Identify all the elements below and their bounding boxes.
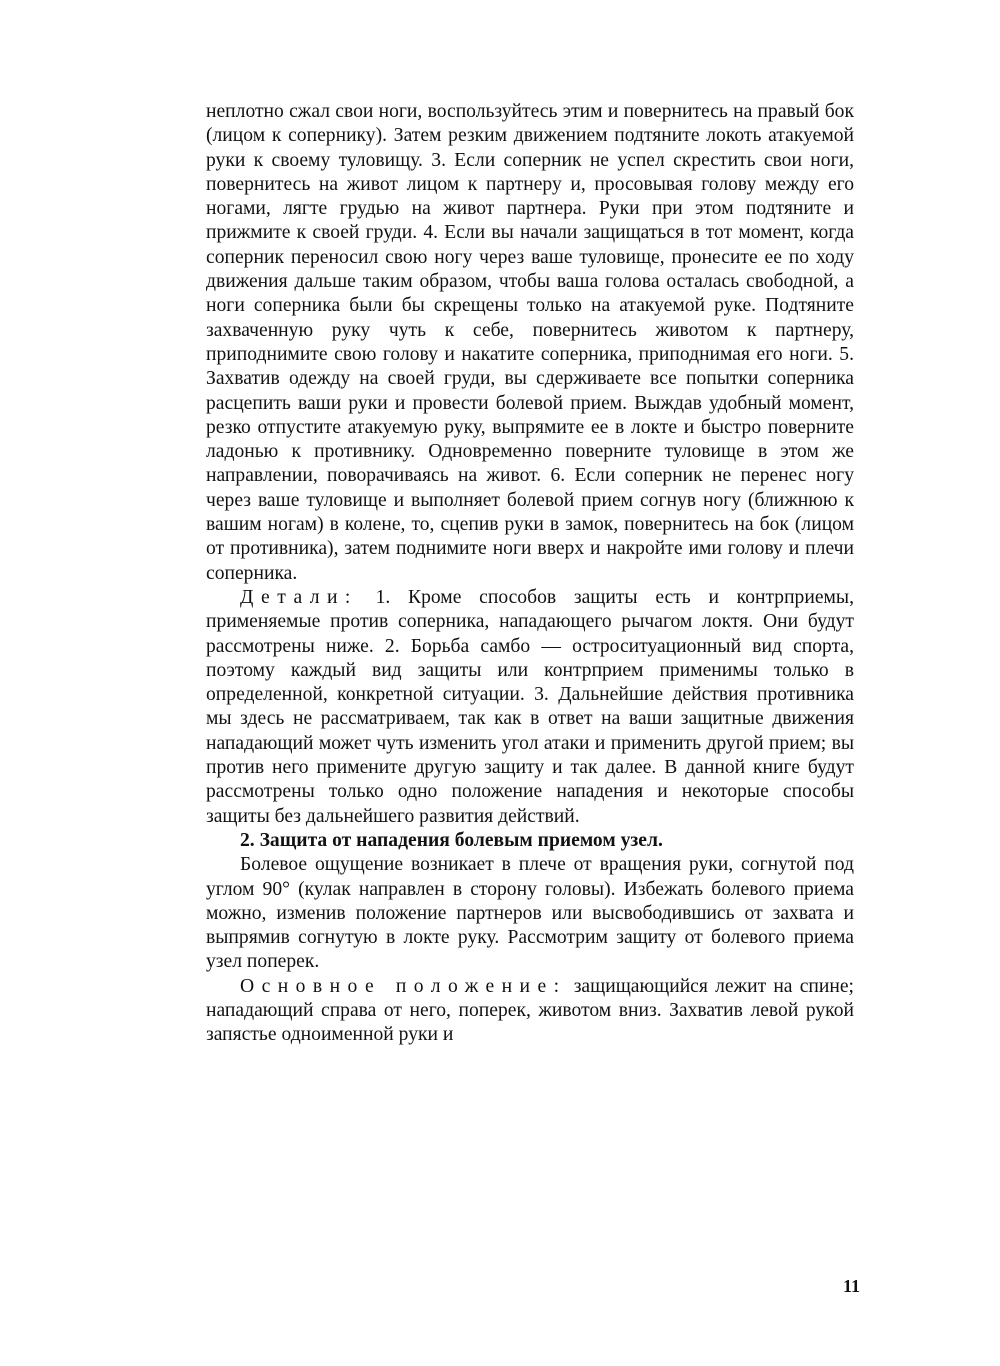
basic-position-text: защищающийся лежит на спине; нападающий справа от него, поперек, животом вниз. Захватив левой рукой запястье одноименной руки и: [206, 975, 854, 1046]
details-text: 1. Кроме способов защиты есть и контрприемы, применяемые против соперника, нападающего рычагом локтя. Они будут рассмотрены ниже. 2. Борьба самбо — остроситуационный вид спорта, поэтому каждый вид защиты или контрприем применимы только в определенной, конкретной ситуации. 3. Дальнейшие действия противника мы здесь не рассматриваем, так как в ответ на ваши защитные движения нападающий может чуть изменить угол атаки и применить другой прием; вы против него примените другую защиту и так далее. В данной книге будут рассмотрены только одно положение нападения и некоторые способы защиты без дальнейшего развития действий.: [206, 586, 854, 827]
paragraph-defense-steps: неплотно сжал свои ноги, воспользуйтесь этим и повернитесь на правый бок (лицом к сопернику). Затем резким движением подтяните локоть атакуемой руки к своему туловищу. 3. Если соперник не успел скрестить свои ноги, повернитесь на живот лицом к партнеру и, просовывая голову между его ногами, лягте грудью на живот партнера. Руки при этом подтяните и прижмите к своей груди. 4. Если вы начали защищаться в тот момент, когда соперник переносил свою ногу через ваше туловище, пронесите ее по ходу движения дальше таким образом, чтобы ваша голова осталась свободной, а ноги соперника были бы скрещены только на атакуемой руке. Подтяните захваченную руку чуть к себе, повернитесь животом к партнеру, приподнимите свою голову и накатите соперника, приподнимая его ноги. 5. Захватив одежду на своей груди, вы сдерживаете все попытки соперника расцепить ваши руки и провести болевой прием. Выждав удобный момент, резко отпустите атакуемую руку, выпрямите ее в локте и быстро поверните ладонью к противнику. Одновременно поверните туловище в этом же направлении, поворачиваясь на живот. 6. Если соперник не перенес ногу через ваше туловище и выполняет болевой прием согнув ногу (ближнюю к вашим ногам) в колене, то, сцепив руки в замок, повернитесь на бок (лицом от противника), затем поднимите ноги вверх и накройте ими голову и плечи соперника.: [206, 101, 854, 584]
details-label: Детали:: [240, 586, 358, 608]
page-number: 11: [842, 1276, 860, 1296]
paragraph-pain-description: Болевое ощущение возникает в плече от вращения руки, согнутой под углом 90° (кулак направлен в сторону головы). Избежать болевого приема можно, изменив положение партнеров или высвободившись от захвата и выпрямив согнутую в локте руку. Рассмотрим защиту от болевого приема узел поперек.: [206, 854, 854, 973]
paragraph-details: [206, 586, 854, 829]
section-heading: 2. Защита от нападения болевым приемом узел.: [240, 829, 663, 851]
page-body-text: [206, 100, 854, 1048]
paragraph-basic-position: [206, 975, 854, 1048]
basic-position-label: Основное положение:: [240, 975, 567, 997]
